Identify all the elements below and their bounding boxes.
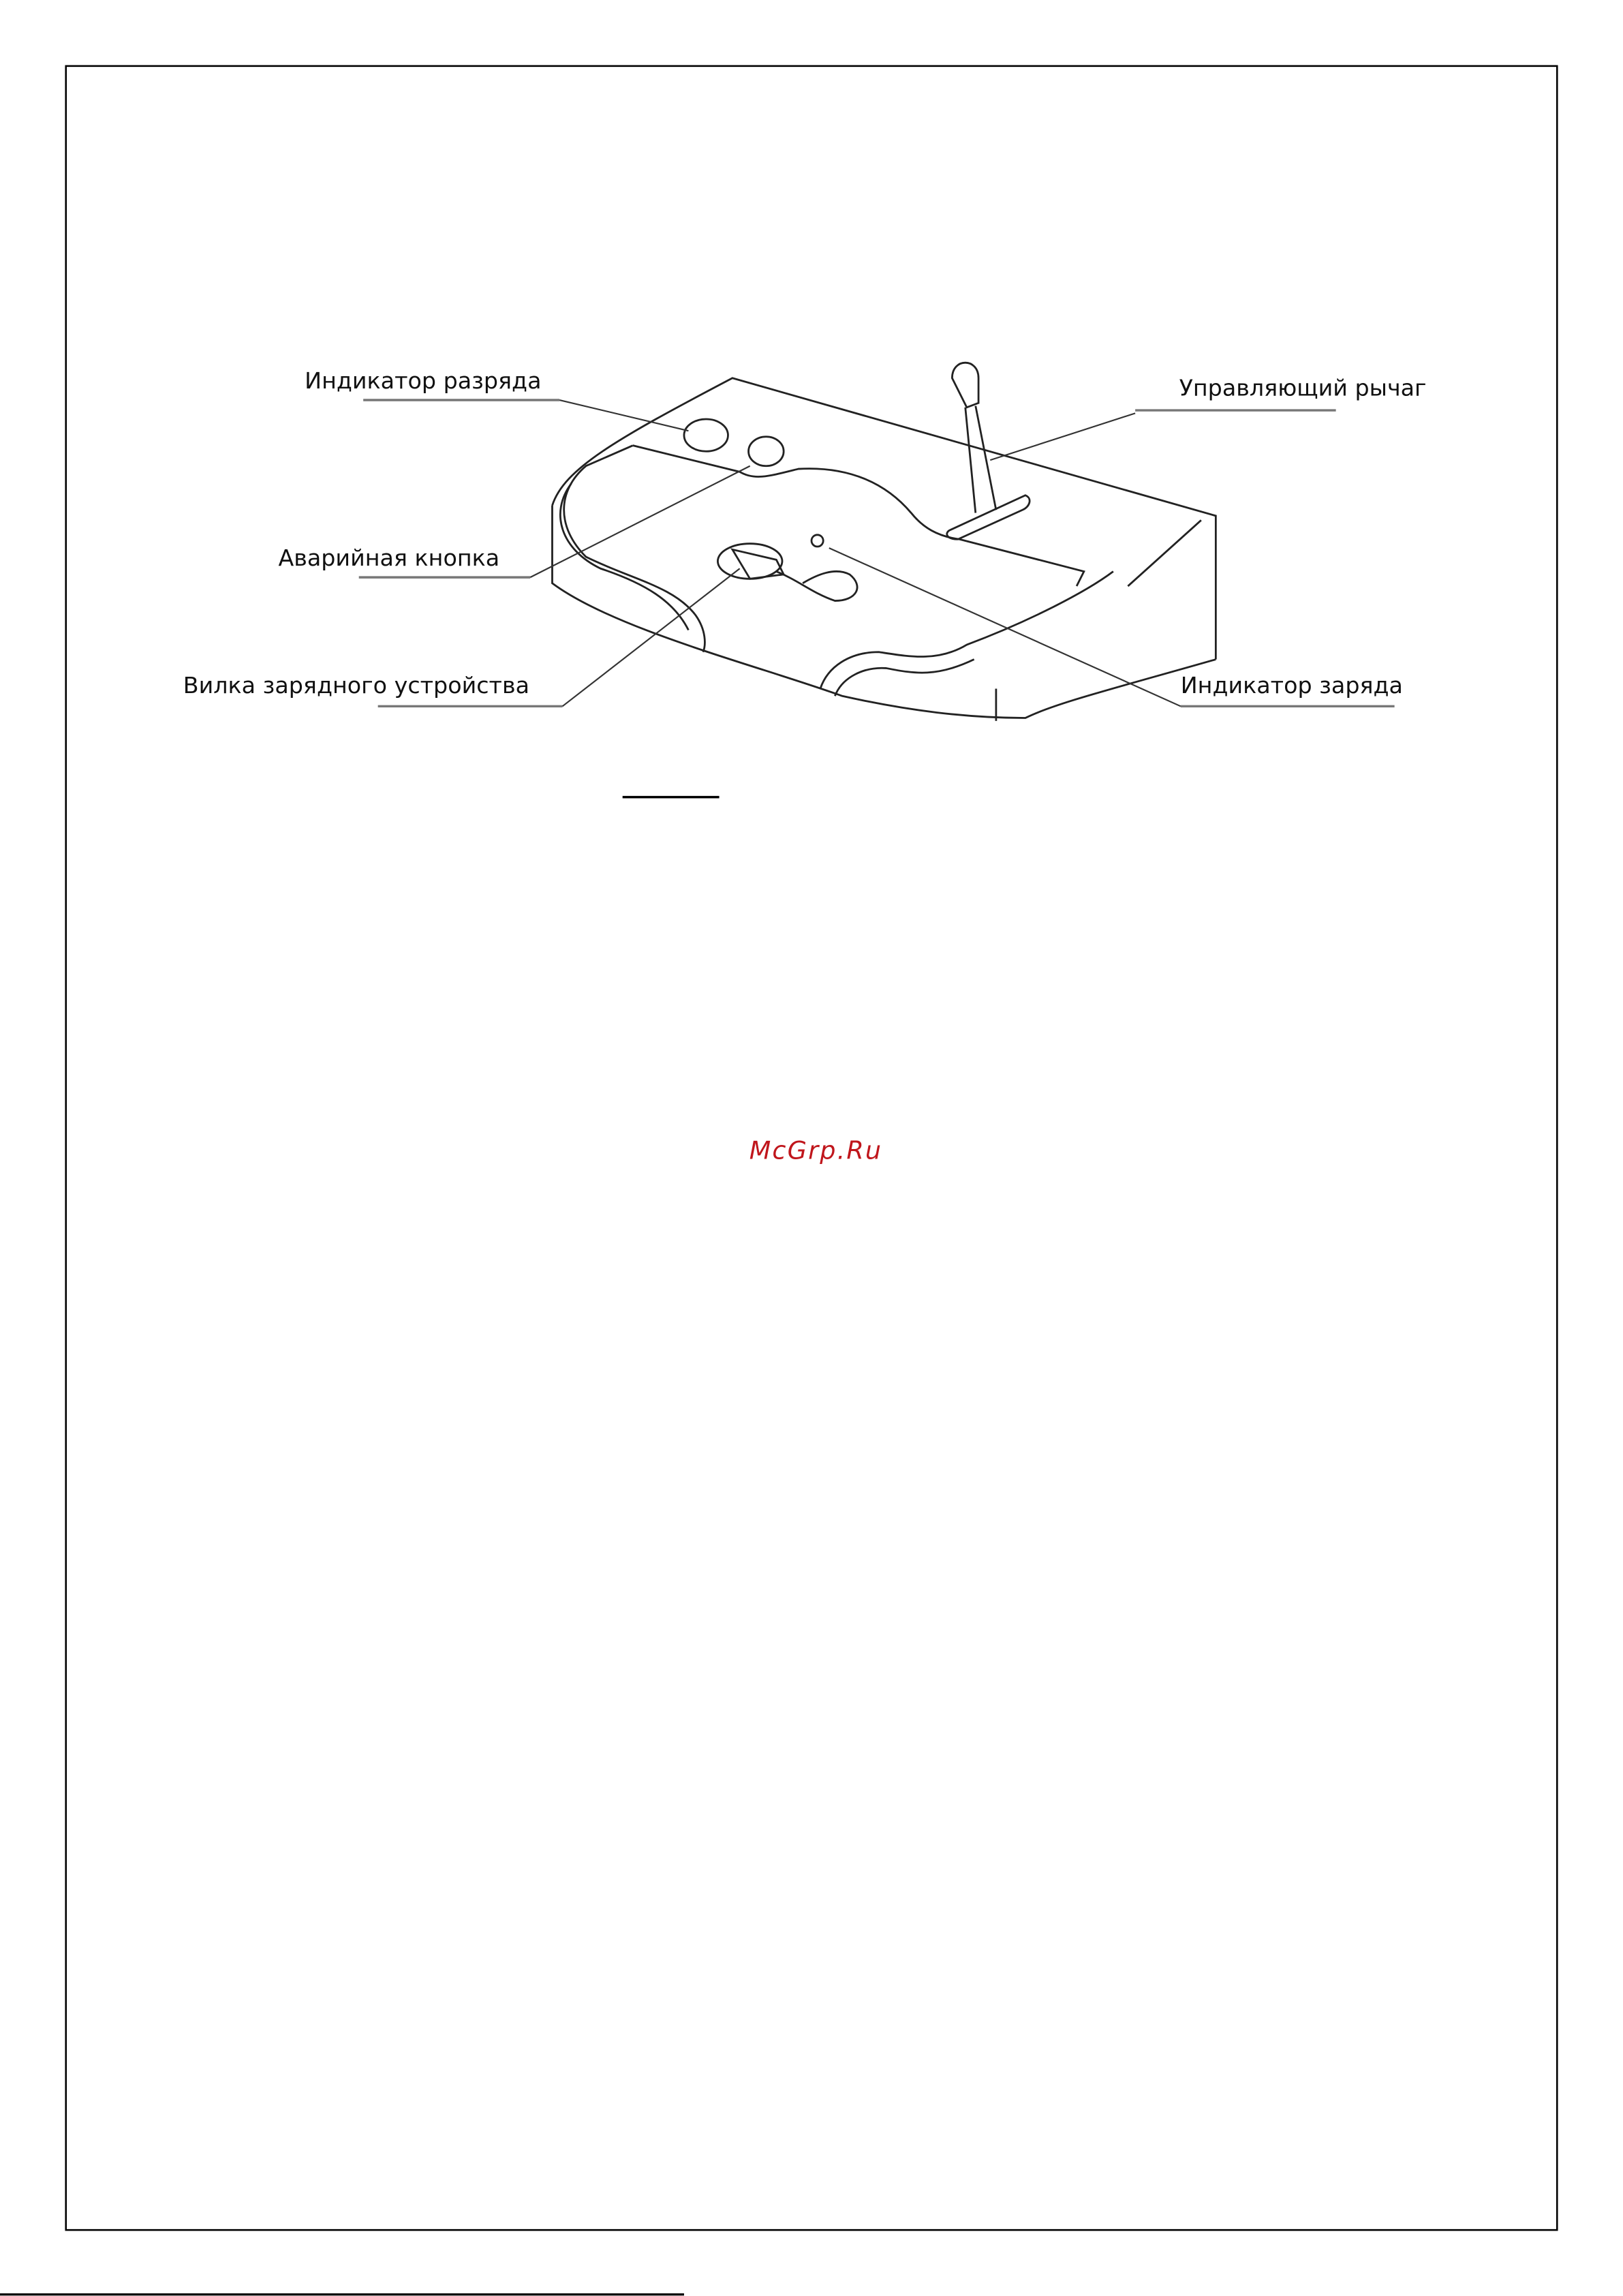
emergency-button-icon xyxy=(749,437,784,466)
watermark: McGrp.Ru xyxy=(749,1135,883,1165)
label-control-lever: Управляющий рычаг xyxy=(1179,374,1427,401)
charger-plug-icon xyxy=(717,544,782,579)
lever-knob-icon xyxy=(952,363,978,408)
callouts xyxy=(183,367,1427,707)
charge-led-icon xyxy=(812,535,823,547)
device-illustration xyxy=(552,363,1216,721)
label-charger-plug: Вилка зарядного устройства xyxy=(183,671,530,699)
gauge-icon xyxy=(684,419,728,451)
label-discharge-indicator: Индикатор разряда xyxy=(305,367,542,394)
label-emergency-button: Аварийная кнопка xyxy=(278,544,500,571)
label-charge-indicator: Индикатор заряда xyxy=(1180,671,1403,699)
